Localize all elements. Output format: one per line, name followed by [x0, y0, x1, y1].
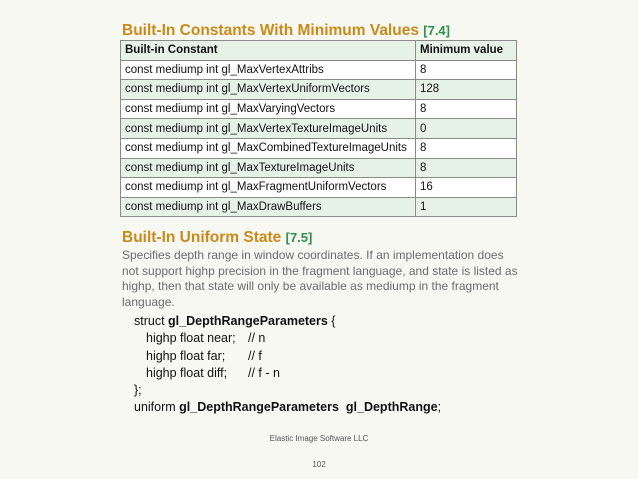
constant-cell: const mediump int gl_MaxTextureImageUnits [121, 158, 416, 178]
code-line-close: }; [134, 383, 142, 398]
code-comment: // f [248, 348, 262, 363]
code-line-field [134, 330, 441, 347]
section-reference: [7.4] [423, 23, 450, 38]
minimum-value-cell: 8 [416, 138, 517, 158]
code-uniform-type: gl_DepthRangeParameters [179, 400, 339, 415]
section-title-text: Built-In Uniform State [122, 229, 282, 246]
table-row [121, 99, 517, 119]
code-brace: { [327, 314, 336, 328]
minimum-value-cell: 8 [416, 158, 517, 178]
table-header-row [121, 41, 517, 61]
table-row [121, 197, 517, 217]
description-paragraph: Specifies depth range in window coordinates. If an implementation does not support highp precision in the fragment language, and state is listed as highp, then that state will only be available as mediump in the fragment language. [122, 248, 518, 309]
minimum-value-cell: 1 [416, 197, 517, 217]
section-title-constants [122, 22, 450, 40]
code-line-field [134, 365, 441, 382]
column-header-constant: Built-in Constant [121, 41, 416, 61]
section-title-text: Built-In Constants With Minimum Values [122, 22, 419, 39]
constant-cell: const mediump int gl_MaxVertexUniformVectors [121, 80, 416, 100]
section-reference: [7.5] [285, 230, 313, 245]
code-struct-name: gl_DepthRangeParameters [168, 314, 328, 328]
constant-cell: const mediump int gl_MaxVaryingVectors [121, 99, 416, 119]
table-row [121, 60, 517, 80]
code-line-uniform [134, 399, 441, 416]
constant-cell: const mediump int gl_MaxCombinedTextureImageUnits [121, 138, 416, 158]
code-keyword: uniform [134, 400, 180, 415]
constant-cell: const mediump int gl_MaxDrawBuffers [121, 197, 416, 217]
code-block [134, 313, 441, 417]
code-keyword: struct [134, 314, 169, 328]
page-number: 102 [312, 460, 326, 469]
minimum-value-cell: 8 [416, 99, 517, 119]
minimum-value-cell: 0 [416, 119, 517, 139]
code-line-struct [134, 313, 441, 330]
minimum-value-cell: 128 [416, 80, 517, 100]
minimum-value-cell: 8 [416, 60, 517, 80]
table-row [121, 178, 517, 198]
code-comment: // f - n [248, 365, 280, 380]
footer-company: Elastic Image Software LLC [269, 434, 369, 443]
table-row [121, 138, 517, 158]
column-header-minimum-value: Minimum value [416, 41, 517, 61]
code-uniform-name: gl_DepthRange [345, 400, 438, 415]
code-field-declaration: highp float far; [146, 348, 226, 363]
table-row [121, 158, 517, 178]
constant-cell: const mediump int gl_MaxFragmentUniformVectors [121, 178, 416, 198]
constants-table [120, 40, 517, 217]
table-row [121, 80, 517, 100]
section-title-uniform-state [122, 229, 312, 247]
constant-cell: const mediump int gl_MaxVertexAttribs [121, 60, 416, 80]
code-field-declaration: highp float diff; [146, 365, 228, 380]
minimum-value-cell: 16 [416, 178, 517, 198]
code-semicolon: ; [437, 400, 442, 415]
code-field-declaration: highp float near; [146, 331, 236, 346]
code-comment: // n [248, 331, 266, 346]
code-line-field [134, 348, 441, 365]
constant-cell: const mediump int gl_MaxVertexTextureImageUnits [121, 119, 416, 139]
table-row [121, 119, 517, 139]
